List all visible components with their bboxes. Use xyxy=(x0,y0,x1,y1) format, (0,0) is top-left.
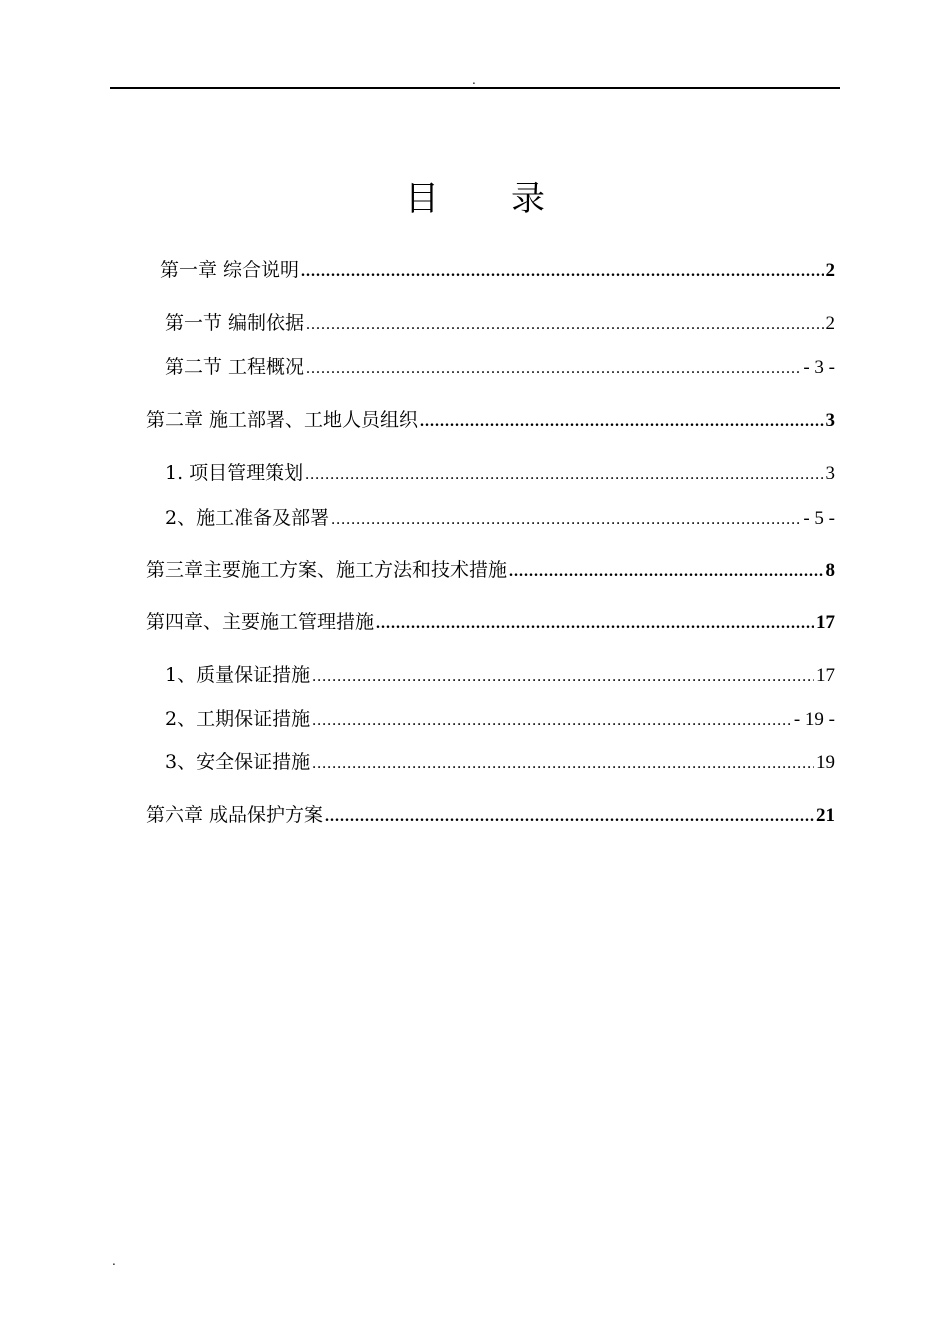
toc-leader-dots xyxy=(509,559,823,585)
toc-entry-text: 第四章、主要施工管理措施 xyxy=(146,611,375,633)
toc-entry-text: 第一章 综合说明 xyxy=(160,259,300,281)
toc-entry-chapter-1[interactable] xyxy=(160,257,835,283)
toc-entry-text: 第二章 施工部署、工地人员组织 xyxy=(146,409,419,431)
toc-entry-text: 2、工期保证措施 xyxy=(165,708,311,730)
toc-entry-text: 第二节 工程概况 xyxy=(165,356,305,378)
toc-entry-text: 第一节 编制依据 xyxy=(165,312,305,334)
toc-entry-chapter-3[interactable] xyxy=(146,557,835,583)
toc-entry-page: - 3 - xyxy=(803,357,835,378)
toc-entry-section-2-1[interactable] xyxy=(165,460,835,486)
toc-leader-dots xyxy=(312,751,814,777)
toc-entry-page: - 19 - xyxy=(793,709,835,730)
toc-entry-section-4-2[interactable] xyxy=(165,706,835,732)
toc-leader-dots xyxy=(306,312,823,338)
toc-entry-text: 第六章 成品保护方案 xyxy=(146,804,324,826)
toc-entry-text: 1. 项目管理策划 xyxy=(165,462,304,484)
toc-leader-dots xyxy=(376,611,814,637)
toc-entry-page: 17 xyxy=(816,665,835,686)
toc-leader-dots xyxy=(331,507,801,533)
toc-entry-text: 3、安全保证措施 xyxy=(165,751,311,773)
toc-entry-page: 19 xyxy=(816,752,835,773)
toc-entry-page: 2 xyxy=(825,260,835,281)
toc-entry-section-4-1[interactable] xyxy=(165,662,835,688)
toc-leader-dots xyxy=(301,259,823,285)
toc-entry-chapter-6[interactable] xyxy=(146,802,835,828)
toc-entry-page: 8 xyxy=(825,560,835,581)
toc-leader-dots xyxy=(420,409,823,435)
header-mark: . xyxy=(472,73,476,87)
toc-entry-page: 21 xyxy=(816,805,835,826)
toc-entry-page: - 5 - xyxy=(803,508,835,529)
toc-entry-chapter-2[interactable] xyxy=(146,407,835,433)
footer-mark: . xyxy=(112,1254,116,1268)
toc-entry-section-1-2[interactable] xyxy=(165,354,835,380)
toc-entry-text: 第三章主要施工方案、施工方法和技术措施 xyxy=(146,559,508,581)
toc-leader-dots xyxy=(325,804,814,830)
toc-entry-page: 3 xyxy=(825,463,835,484)
toc-leader-dots xyxy=(312,664,814,690)
toc-leader-dots xyxy=(305,462,823,488)
toc-entry-section-2-2[interactable] xyxy=(165,505,835,531)
toc-entry-text: 1、质量保证措施 xyxy=(165,664,311,686)
toc-title: 目录 xyxy=(405,178,617,219)
toc-entry-page: 2 xyxy=(825,313,835,334)
toc-entry-section-4-3[interactable] xyxy=(165,749,835,775)
toc-entry-page: 17 xyxy=(816,612,835,633)
toc-entry-text: 2、施工准备及部署 xyxy=(165,507,330,529)
toc-entry-chapter-4[interactable] xyxy=(146,609,835,635)
toc-entry-page: 3 xyxy=(825,410,835,431)
toc-leader-dots xyxy=(312,708,792,734)
toc-leader-dots xyxy=(306,356,801,382)
toc-entry-section-1-1[interactable] xyxy=(165,310,835,336)
